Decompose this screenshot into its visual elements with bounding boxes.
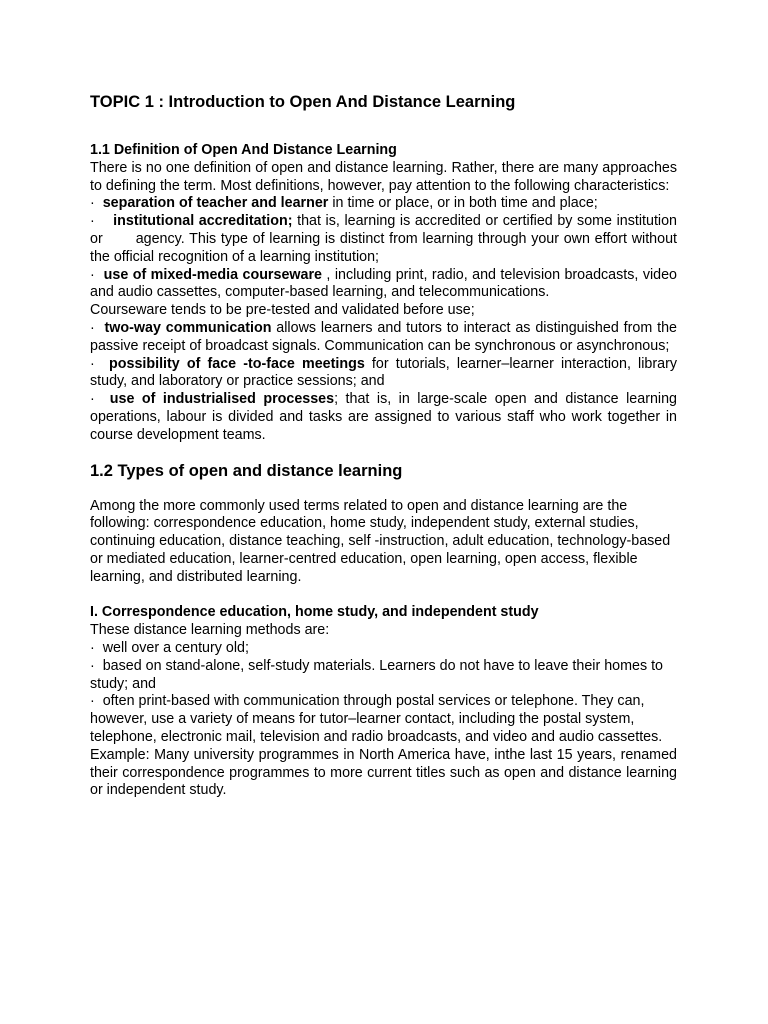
bullet-icon: · [90,639,95,656]
list-item: Courseware tends to be pre-tested and validated before use; [90,302,475,319]
section-i-intro: These distance learning methods are: [90,622,330,639]
document-page [90,92,681,800]
bullet-icon: · [90,391,95,408]
list-item: · use of industrialised processes; that is, in large-scale open and distance learning operations, labour is divided and tasks are assigned to various staff who work together in course development teams. [90,391,677,443]
list-item: · institutional accreditation; that is, learning is accredited or certified by some institution or agency. This type of learning is distinct from learning through your own effort without the official recognition of a learning institution; [90,213,681,265]
section-1-1-intro: There is no one definition of open and distance learning. Rather, there are many approaches to defining the term. Most definitions, however, pay attention to the following characteristics: [90,159,677,194]
list-item: · separation of teacher and learner in time or place, or in both time and place; [90,195,598,212]
list-item: · use of mixed-media courseware , including print, radio, and television broadcasts, video and audio cassettes, computer-based learning, and telecommunications. [90,266,677,301]
bullet-icon: · [90,195,95,212]
bullet-icon: · [90,319,95,336]
bullet-icon: · [90,657,95,674]
bullet-icon: · [90,355,95,372]
bullet-icon: · [90,266,95,283]
document-title: TOPIC 1 : Introduction to Open And Distance Learning [90,93,516,111]
list-item: · well over a century old; [90,639,249,656]
list-item: · based on stand-alone, self-study materials. Learners do not have to leave their homes to study; and [90,657,664,692]
section-1-1-heading: 1.1 Definition of Open And Distance Learning [90,142,397,158]
bullet-icon: · [90,693,95,710]
list-item: · two-way communication allows learners and tutors to interact as distinguished from the passive receipt of broadcast signals. Communication can be synchronous or asynchronous; [90,319,677,354]
example-paragraph: Example: Many university programmes in North America have, inthe last 15 years, renamed their correspondence programmes to more current titles such as open and distance learning or independent study. [90,746,677,799]
section-i-heading: I. Correspondence education, home study, and independent study [90,604,539,621]
list-item: · often print-based with communication through postal services or telephone. They can, however, use a variety of means for tutor–learner contact, including the postal system, telephone, electronic mail, television and radio broadcasts, and video and audio cassettes. [90,693,663,745]
bullet-icon: · [90,213,95,230]
section-1-2-heading: 1.2 Types of open and distance learning [90,461,403,480]
list-item: · possibility of face -to-face meetings for tutorials, learner–learner interaction, library study, and laboratory or practice sessions; and [90,355,677,390]
section-1-2-paragraph: Among the more commonly used terms related to open and distance learning are the following: correspondence education, home study, independent study, external studies, continuing education, distance teaching, self -instruction, adult education, technology-based or mediated education, learner-centred education, open learning, open access, flexible learning, and distributed learning. [90,497,671,585]
